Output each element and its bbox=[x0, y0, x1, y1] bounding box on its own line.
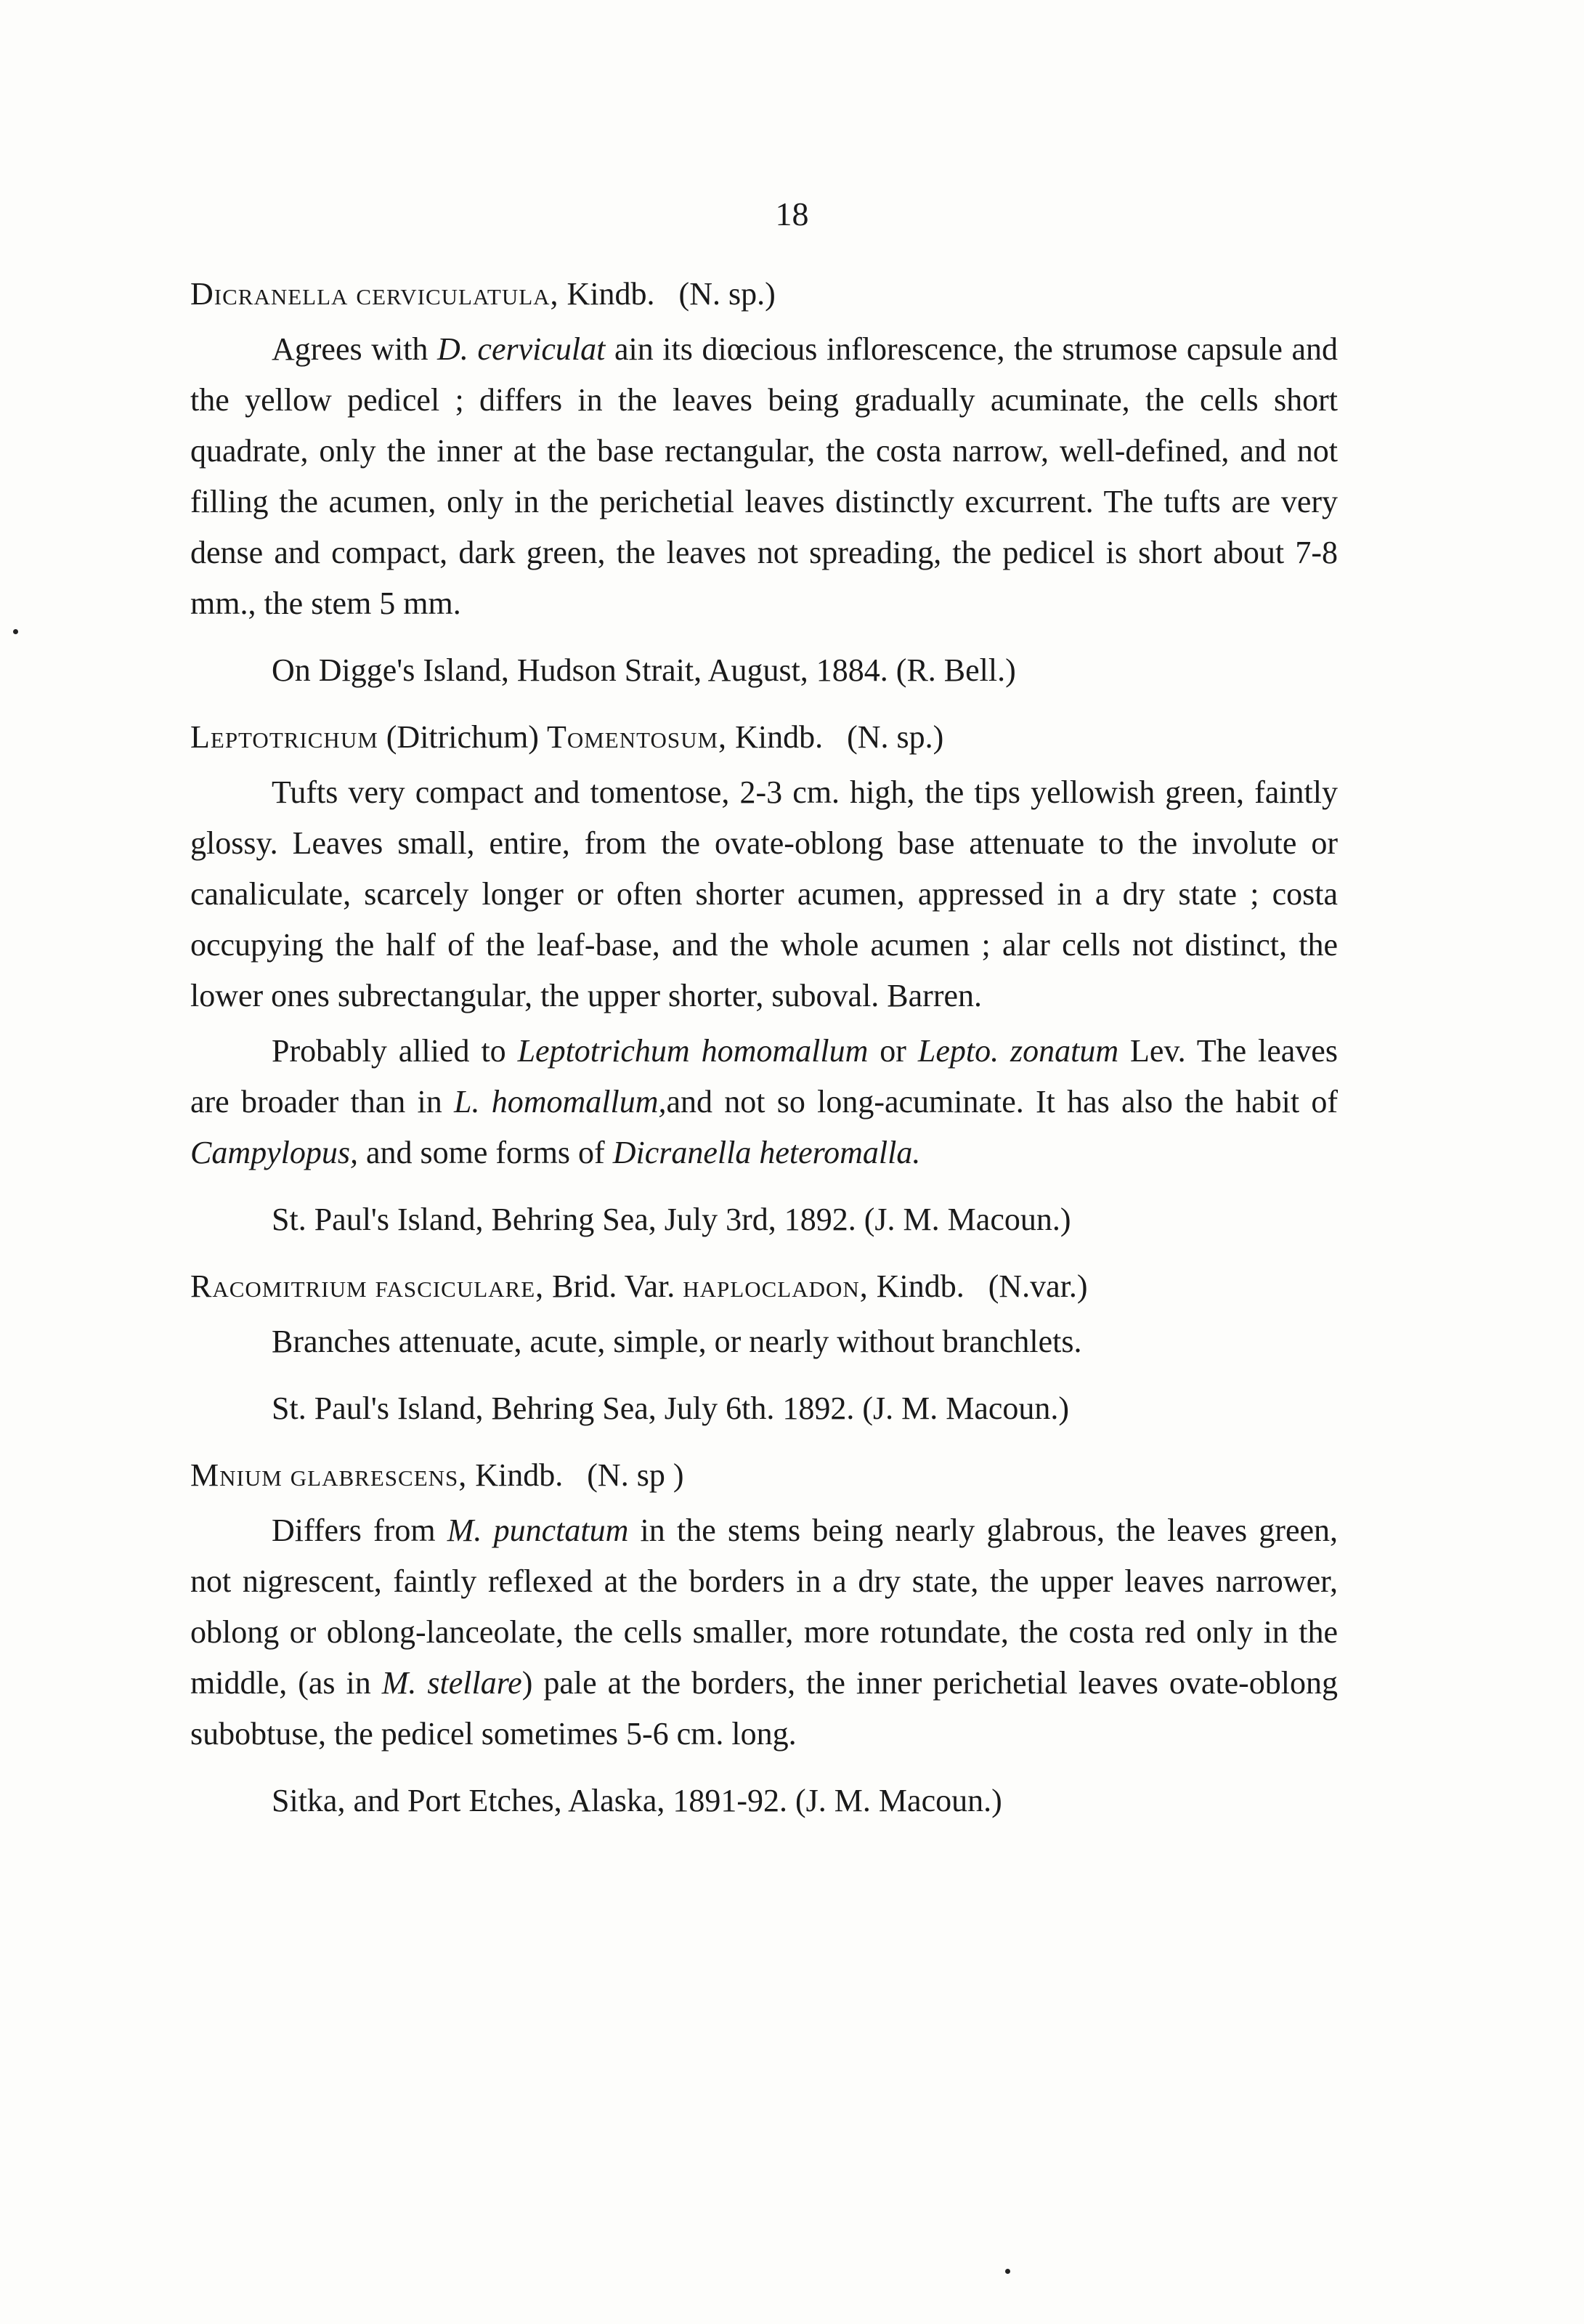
author: Kindb. bbox=[868, 1268, 964, 1304]
text-run: ) pale at the borders, the inner perichetial leaves ovate-oblong subobtuse, the pedicel sometimes 5-6 cm. long. bbox=[190, 1665, 1338, 1752]
text-run: Differs from bbox=[272, 1513, 447, 1548]
italic-taxon: Leptotrichum homomallum bbox=[517, 1033, 869, 1069]
italic-taxon: M. stellare bbox=[381, 1665, 522, 1701]
species-name: Tomentosum, bbox=[546, 719, 728, 755]
margin-speck bbox=[13, 629, 18, 634]
taxon-status: (N. sp ) bbox=[587, 1457, 684, 1493]
taxon-status: (N.var.) bbox=[988, 1268, 1088, 1304]
locality-line: Sitka, and Port Etches, Alaska, 1891-92. (J. M. Macoun.) bbox=[272, 1783, 1002, 1818]
variety-name: haplocladon, bbox=[683, 1268, 869, 1304]
italic-taxon: Lepto. zonatum bbox=[917, 1033, 1119, 1069]
synonym: (Ditrichum) bbox=[378, 719, 547, 755]
author: Brid. Var. bbox=[544, 1268, 683, 1304]
genus-name: Mnium bbox=[190, 1457, 283, 1493]
italic-taxon: Campylopus, bbox=[190, 1135, 358, 1170]
genus-name: Leptotrichum bbox=[190, 719, 378, 755]
locality-line: St. Paul's Island, Behring Sea, July 6th. 1892. (J. M. Macoun.) bbox=[272, 1390, 1070, 1426]
taxon-status: (N. sp.) bbox=[847, 719, 944, 755]
locality-line: On Digge's Island, Hudson Strait, August, 1884. (R. Bell.) bbox=[272, 652, 1016, 688]
species-name: cerviculatula, bbox=[356, 276, 559, 312]
italic-taxon: L. homomallum, bbox=[454, 1084, 667, 1120]
page-number: 18 bbox=[775, 195, 809, 232]
italic-taxon: D. cerviculat bbox=[437, 331, 606, 367]
species-name: fasciculare, bbox=[375, 1268, 545, 1304]
text-run: Lev. The leaves are broader than in bbox=[190, 1033, 1338, 1120]
description-paragraph bbox=[190, 1316, 1338, 1367]
species-heading bbox=[190, 1450, 1338, 1501]
bottom-speck bbox=[1005, 2269, 1010, 2274]
description-paragraph bbox=[190, 1026, 1338, 1178]
text-run: Tufts very compact and tomentose, 2-3 cm. high, the tips yellowish green, faintly glossy. Leaves small, entire, from the ovate-oblong base attenuate to the involute or canaliculate, scarcely longer or often shorter acumen, appressed in a dry state ; costa occupying the half of the leaf-base, and the whole acumen ; alar cells not distinct, the lower ones subrectangular, the upper shorter, suboval. Barren. bbox=[190, 774, 1338, 1013]
text-run: Agrees with bbox=[272, 331, 438, 367]
text-run: and some forms of bbox=[358, 1135, 613, 1170]
description-paragraph bbox=[190, 1505, 1338, 1760]
description-paragraph bbox=[190, 324, 1338, 629]
text-run: or bbox=[868, 1033, 918, 1069]
author: Kindb. bbox=[727, 719, 824, 755]
description-paragraph bbox=[190, 767, 1338, 1021]
text-run: ain its diœcious inflorescence, the strumose capsule and the yellow pedicel ; differs in the leaves being gradually acuminate, the cells short quadrate, only the inner at the base rectangular, the costa narrow, well-defined, and not filling the acumen, only in the perichetial leaves distinctly excurrent. The tufts are very dense and compact, dark green, the leaves not spreading, the pedicel is short about 7-8 mm., the stem 5 mm. bbox=[190, 331, 1338, 621]
species-name: glabrescens, bbox=[290, 1457, 468, 1493]
page-body bbox=[190, 269, 1338, 1842]
text-run: in the stems being nearly glabrous, the leaves green, not nigrescent, faintly reflexed at the borders in a dry state, the upper leaves narrower, oblong or oblong-lanceolate, the cells smaller, more rotundate, the costa red only in the middle, (as in bbox=[190, 1513, 1338, 1701]
species-heading bbox=[190, 712, 1338, 763]
text-run: Probably allied to bbox=[272, 1033, 518, 1069]
taxon-status: (N. sp.) bbox=[678, 276, 776, 312]
genus-name: Racomitrium bbox=[190, 1268, 367, 1304]
locality-line: St. Paul's Island, Behring Sea, July 3rd, 1892. (J. M. Macoun.) bbox=[272, 1202, 1071, 1237]
author: Kindb. bbox=[467, 1457, 564, 1493]
text-run: and not so long-acuminate. It has also the habit of bbox=[666, 1084, 1339, 1120]
author: Kindb. bbox=[559, 276, 655, 312]
genus-name: Dicranella bbox=[190, 276, 349, 312]
species-heading bbox=[190, 1261, 1338, 1312]
italic-taxon: Dicranella heteromalla. bbox=[612, 1135, 921, 1170]
species-heading bbox=[190, 269, 1338, 320]
italic-taxon: M. punctatum bbox=[447, 1513, 629, 1548]
text-run: Branches attenuate, acute, simple, or nearly without branchlets. bbox=[272, 1324, 1082, 1359]
